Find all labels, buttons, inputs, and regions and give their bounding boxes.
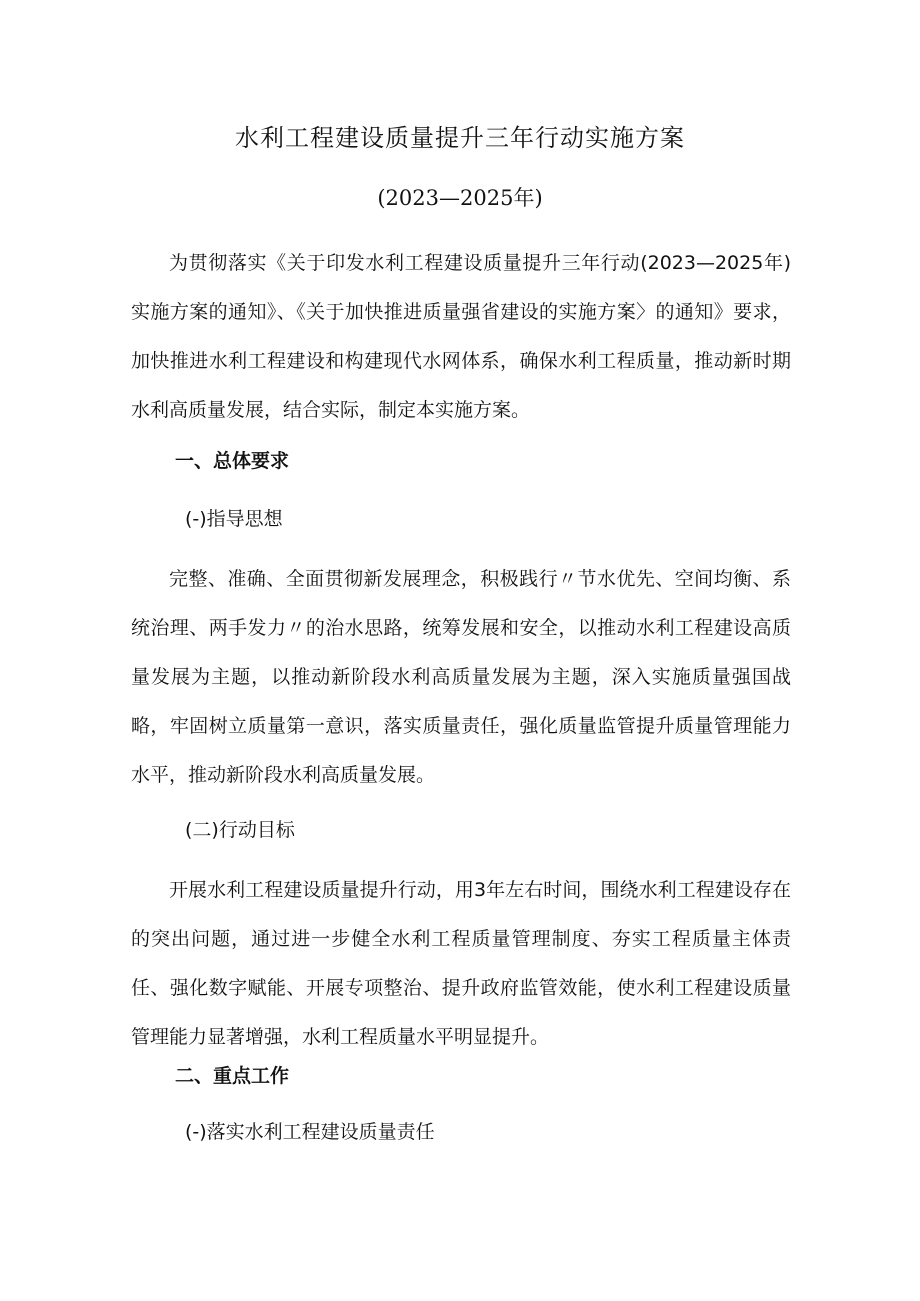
document-title: 水利工程建设质量提升三年行动实施方案: [235, 124, 685, 152]
subsection-title-quality-responsibility: (-)落实水利工程建设质量责任: [185, 1121, 435, 1143]
subsection-title-guiding-ideology: (-)指导思想: [185, 508, 283, 530]
section-heading-key-work: 二、重点工作: [175, 1065, 290, 1087]
intro-paragraph: 为贯彻落实《关于印发水利工程建设质量提升三年行动(2023—2025年)实施方案的通知》、《关于加快推进质量强省建设的实施方案〉的通知》要求，加快推进水利工程建设和构建现代水网体系，确保水利工程质量，推动新时期水利高质量发展，结合实际，制定本实施方案。: [131, 252, 791, 421]
document-subtitle: (2023—2025年): [377, 186, 543, 210]
subsection-title-action-goals: (二)行动目标: [185, 819, 295, 841]
section-heading-overall-requirements: 一、总体要求: [175, 450, 290, 472]
guiding-ideology-paragraph: 完整、准确、全面贯彻新发展理念，积极践行〃节水优先、空间均衡、系统治理、两手发力〃的治水思路，统筹发展和安全，以推动水利工程建设高质量发展为主题，以推动新阶段水利高质量发展为主题，深入实施质量强国战略，牢固树立质量第一意识，落实质量责任，强化质量监管提升质量管理能力水平，推动新阶段水利高质量发展。: [131, 568, 791, 786]
action-goals-paragraph: 开展水利工程建设质量提升行动，用3年左右时间，围绕水利工程建设存在的突出问题，通过进一步健全水利工程质量管理制度、夯实工程质量主体责任、强化数字赋能、开展专项整治、提升政府监管效能，使水利工程建设质量管理能力显著增强，水利工程质量水平明显提升。: [131, 879, 791, 1048]
